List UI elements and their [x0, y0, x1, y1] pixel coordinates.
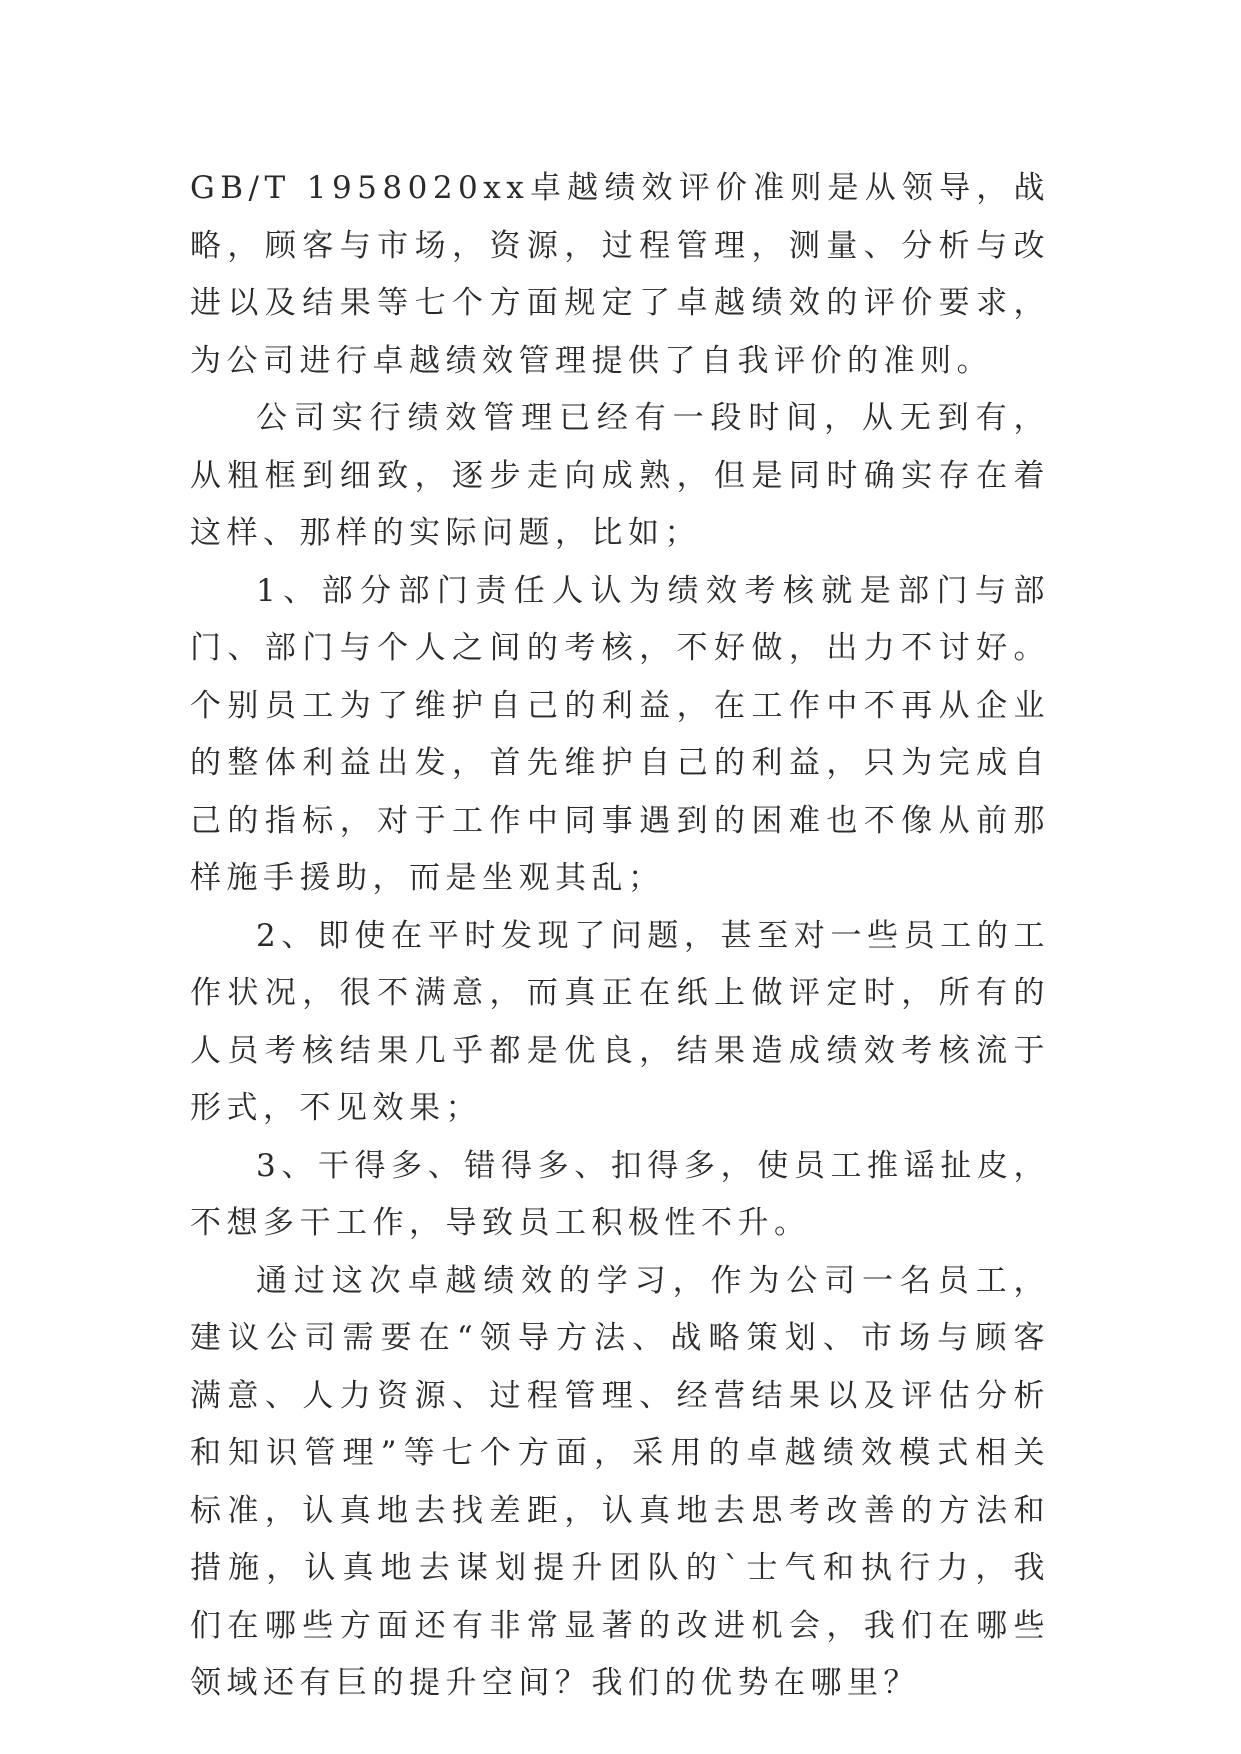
paragraph-issue-2: 2、即使在平时发现了问题，甚至对一些员工的工作状况，很不满意，而真正在纸上做评定时，所有的人员考核结果几乎都是优良，结果造成绩效考核流于形式，不见效果；	[190, 917, 1050, 1126]
document-body	[190, 160, 1050, 1713]
paragraph-issue-1: 1、部分部门责任人认为绩效考核就是部门与部门、部门与个人之间的考核，不好做，出力不讨好。个别员工为了维护自己的利益，在工作中不再从企业的整体利益出发，首先维护自己的利益，只为完成自己的指标，对于工作中同事遇到的困难也不像从前那样施手援助，而是坐观其乱；	[190, 572, 1050, 896]
paragraph-issue-3: 3、干得多、错得多、扣得多，使员工推谣扯皮，不想多干工作，导致员工积极性不升。	[190, 1147, 1050, 1241]
paragraph-suggestion: 通过这次卓越绩效的学习，作为公司一名员工，建议公司需要在“领导方法、战略策划、市场与顾客满意、人力资源、过程管理、经营结果以及评估分析和知识管理”等七个方面，采用的卓越绩效模式相关标准，认真地去找差距，认真地去思考改善的方法和措施，认真地去谋划提升团队的`士气和执行力，我们在哪些方面还有非常显著的改进机会，我们在哪些领域还有巨的提升空间？我们的优势在哪里？	[190, 1262, 1050, 1701]
paragraph-standard-intro: GB/T 1958020xx卓越绩效评价准则是从领导，战略，顾客与市场，资源，过程管理，测量、分析与改进以及结果等七个方面规定了卓越绩效的评价要求，为公司进行卓越绩效管理提供了自我评价的准则。	[190, 170, 1050, 379]
paragraph-current-situation: 公司实行绩效管理已经有一段时间，从无到有，从粗框到细致，逐步走向成熟，但是同时确实存在着这样、那样的实际问题，比如；	[190, 400, 1050, 551]
